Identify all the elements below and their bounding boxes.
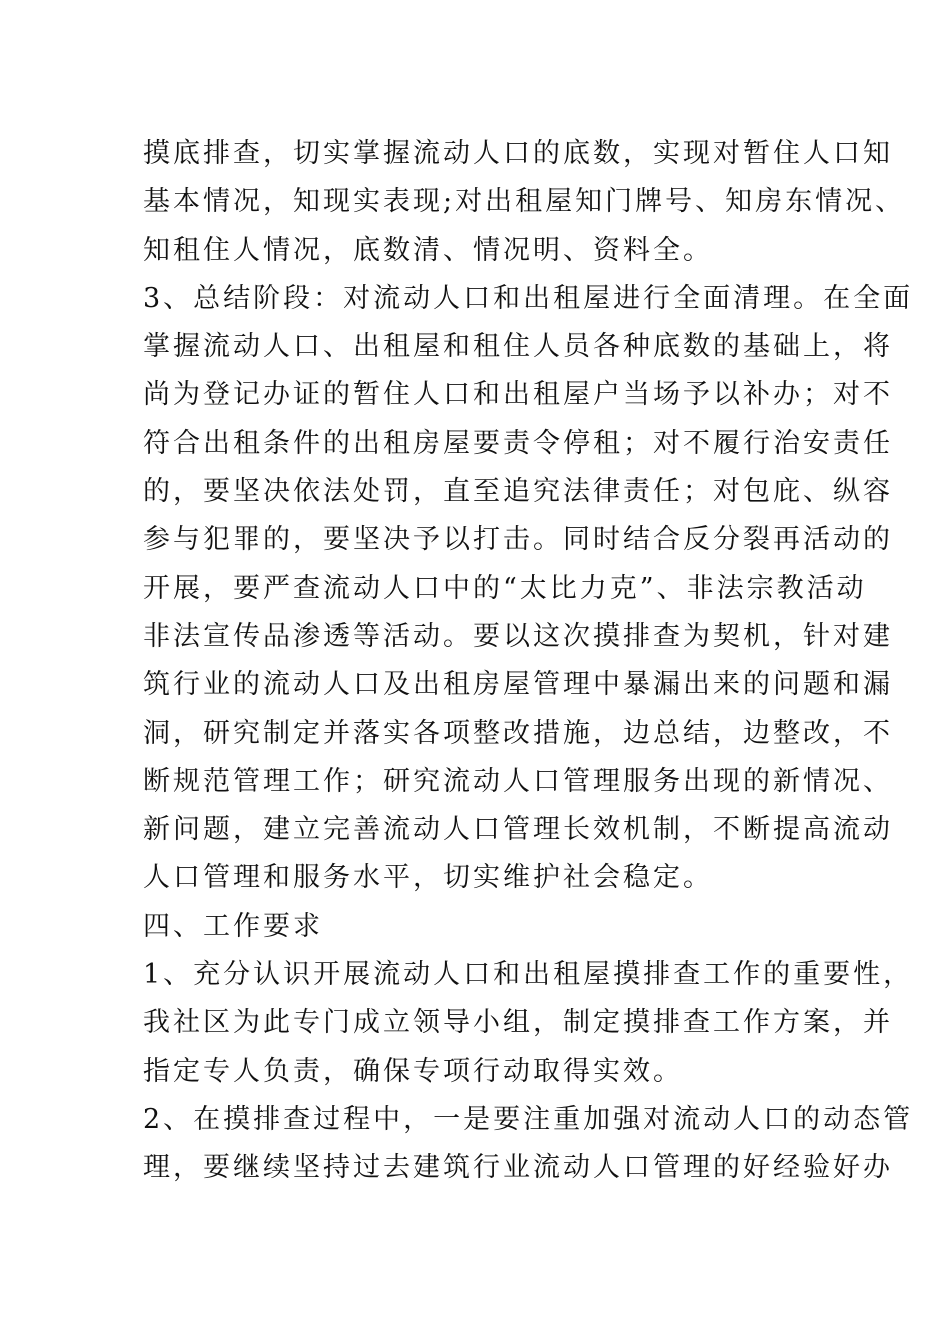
text-line: 的，要坚决依法处罚，直至追究法律责任；对包庇、纵容 (143, 476, 893, 508)
text-line: 我社区为此专门成立领导小组，制定摸排查工作方案，并 (143, 1007, 893, 1039)
text-line: 1、充分认识开展流动人口和出租屋摸排查工作的重要性， (143, 959, 914, 991)
text-line: 基本情况，知现实表现;对出租屋知门牌号、知房东情况、 (143, 186, 906, 218)
text-line: 3、总结阶段：对流动人口和出租屋进行全面清理。在全面 (143, 282, 914, 314)
text-line: 知租住人情况，底数清、情况明、资料全。 (143, 234, 713, 266)
text-line: 非法宣传品渗透等活动。要以这次摸排查为契机，针对建 (143, 620, 893, 652)
text-line: 参与犯罪的，要坚决予以打击。同时结合反分裂再活动的 (143, 524, 893, 556)
text-line: 新问题，建立完善流动人口管理长效机制，不断提高流动 (143, 814, 893, 846)
text-line: 掌握流动人口、出租屋和租住人员各种底数的基础上，将 (143, 331, 893, 363)
text-line: 2、在摸排查过程中，一是要注重加强对流动人口的动态管 (143, 1103, 914, 1135)
text-line: 符合出租条件的出租房屋要责令停租；对不履行治安责任 (143, 427, 893, 459)
text-line: 开展，要严查流动人口中的“太比力克”、非法宗教活动 (143, 572, 867, 604)
text-line: 指定专人负责，确保专项行动取得实效。 (143, 1055, 683, 1087)
text-line: 摸底排查，切实掌握流动人口的底数，实现对暂住人口知 (143, 138, 893, 169)
text-line: 尚为登记办证的暂住人口和出租屋户当场予以补办；对不 (143, 379, 893, 411)
text-line: 洞，研究制定并落实各项整改措施，边总结，边整改，不 (143, 717, 893, 749)
text-line: 理，要继续坚持过去建筑行业流动人口管理的好经验好办 (143, 1152, 893, 1184)
text-line: 断规范管理工作；研究流动人口管理服务出现的新情况、 (143, 765, 893, 797)
text-line: 人口管理和服务水平，切实维护社会稳定。 (143, 862, 713, 894)
document-body (143, 130, 914, 1193)
section-heading: 四、工作要求 (143, 910, 323, 942)
text-line: 筑行业的流动人口及出租房屋管理中暴漏出来的问题和漏 (143, 669, 893, 701)
